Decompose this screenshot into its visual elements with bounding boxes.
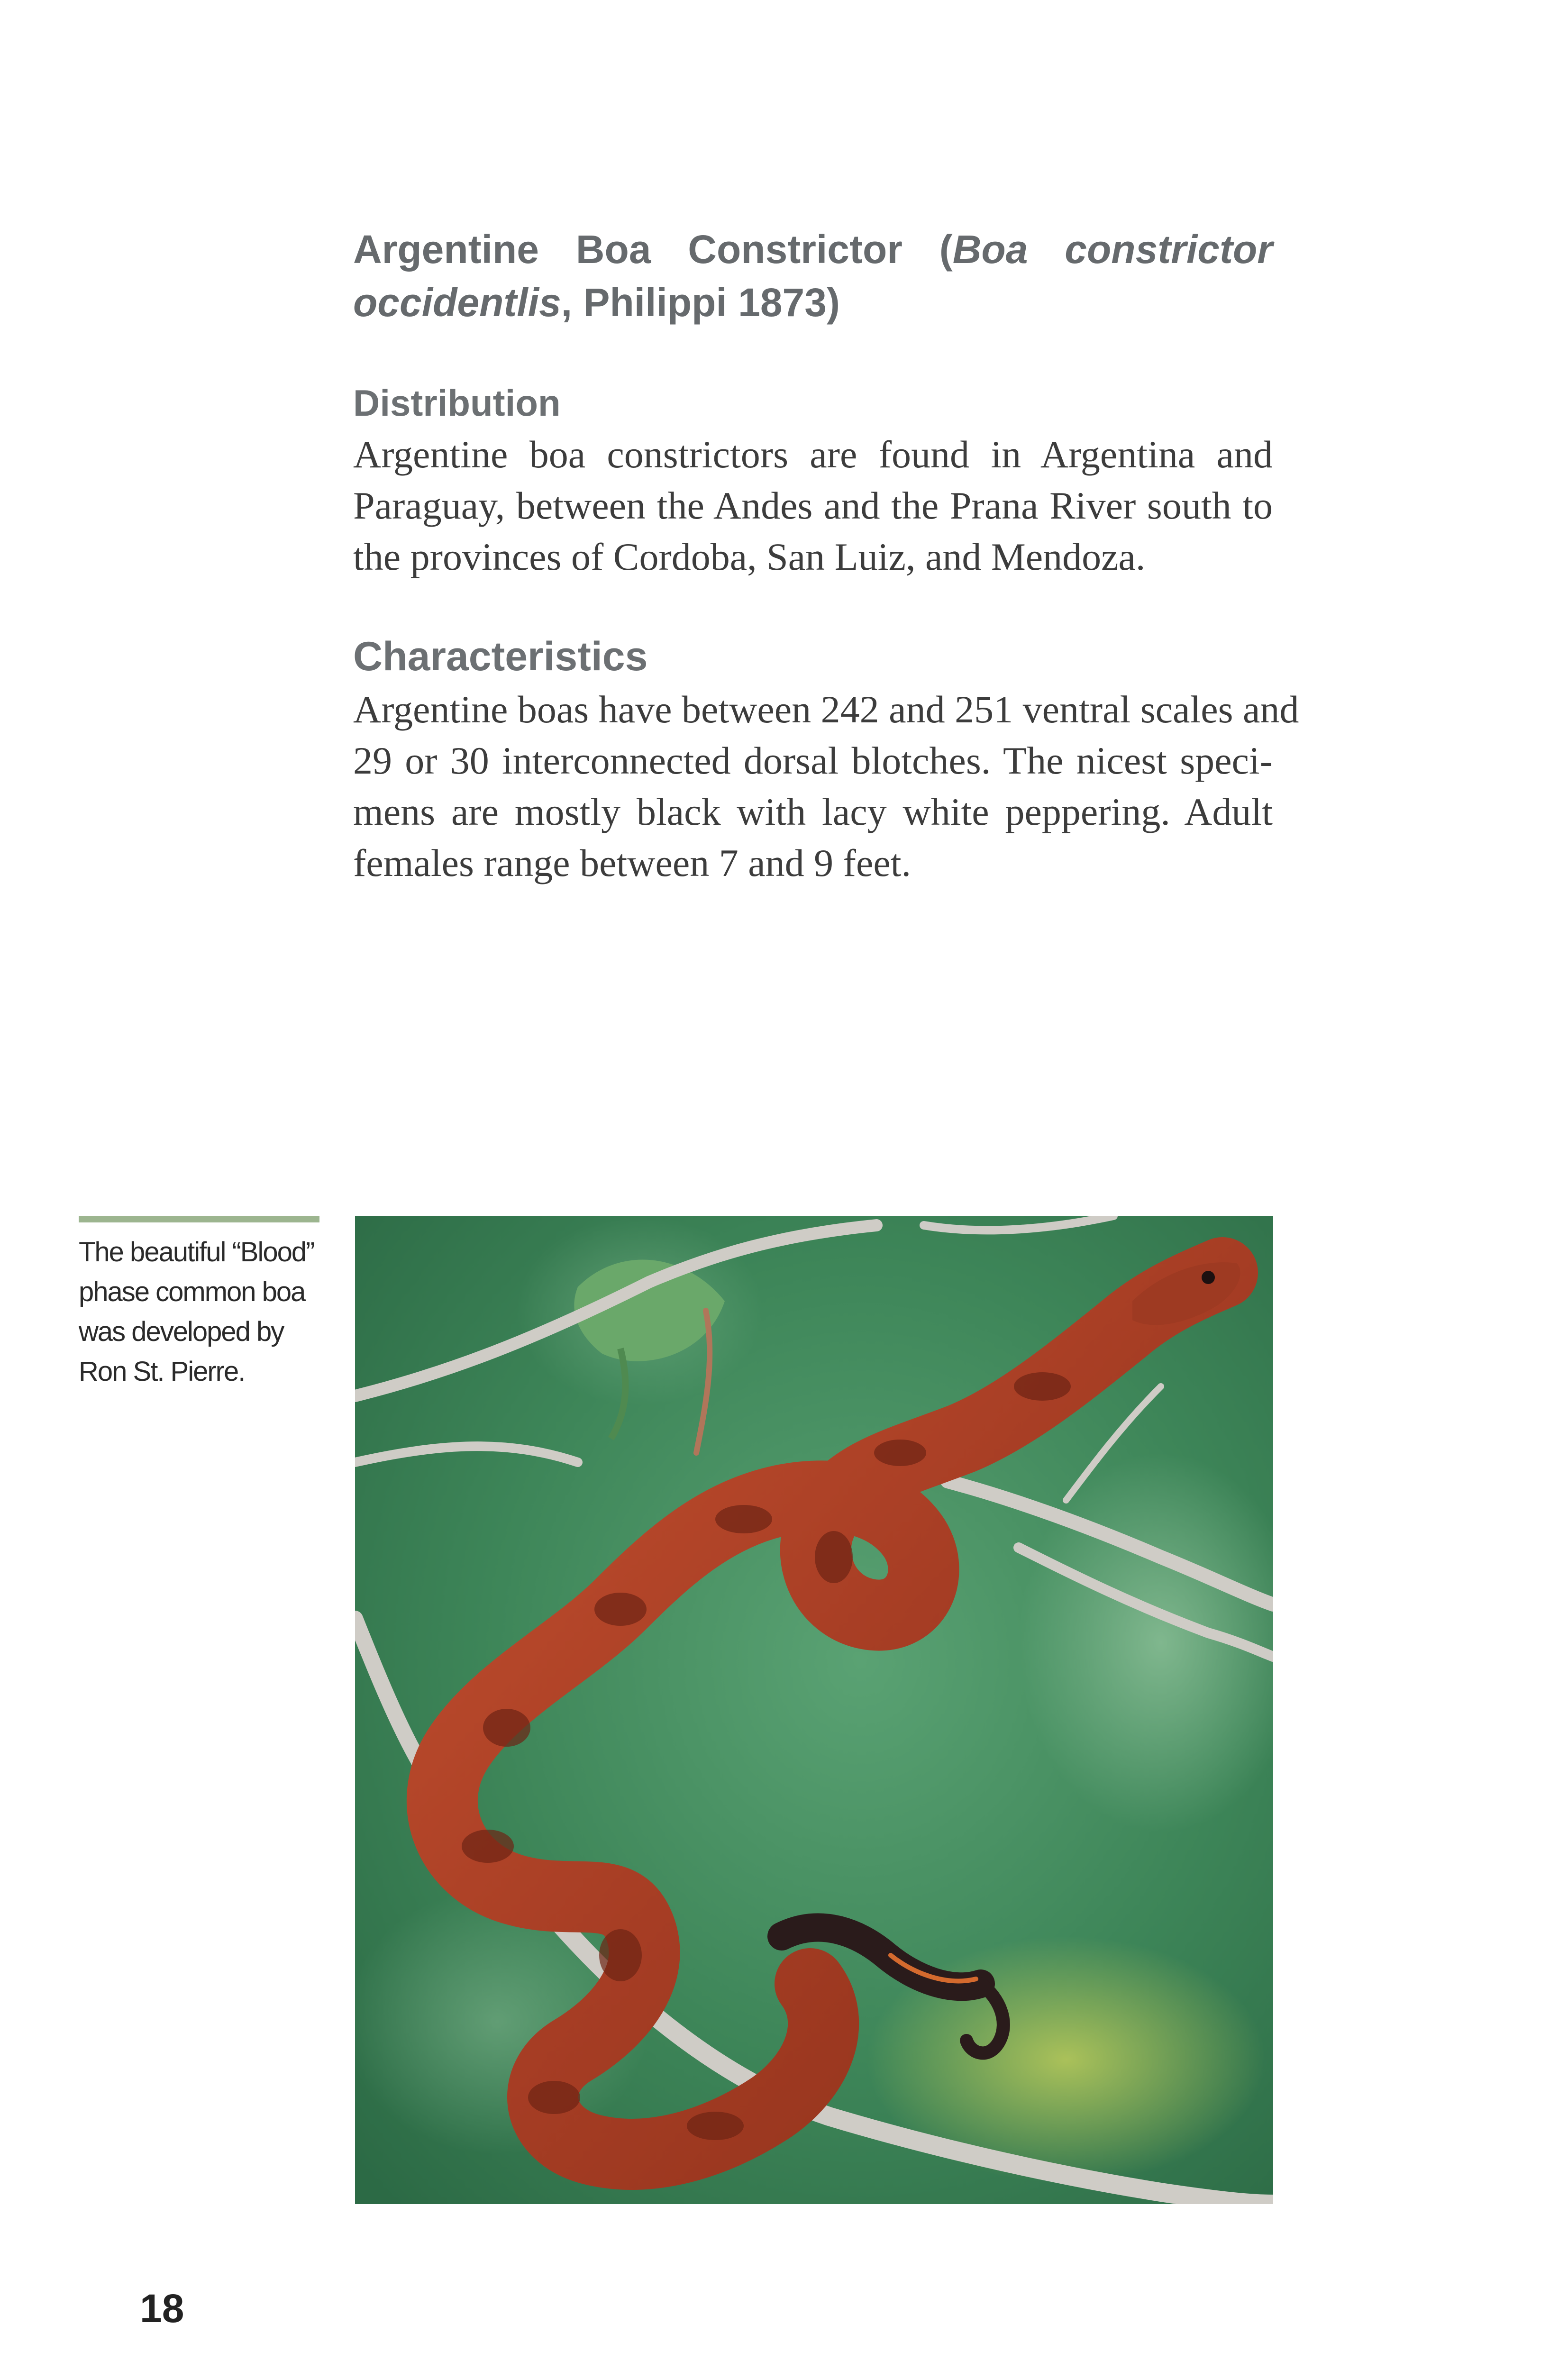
page-number: 18 <box>140 2286 184 2331</box>
paragraph-line: females range between 7 and 9 feet. <box>353 841 912 884</box>
distribution-paragraph <box>353 429 1273 583</box>
snake-illustration <box>355 1216 1273 2204</box>
paragraph-line: Argentine boas have between 242 and 251 ventral scales and <box>353 688 1299 731</box>
caption-line: Ron St. Pierre. <box>79 1356 245 1387</box>
title-word: Boa <box>575 227 651 272</box>
paragraph-line: mens are mostly black with lacy white peppering. Adult <box>353 790 1273 833</box>
paragraph-line: Argentine boa constrictors are found in Argentina and <box>353 433 1273 476</box>
caption-line: phase common boa <box>79 1276 305 1307</box>
distribution-heading: Distribution <box>353 382 561 424</box>
title-italic-subspecies: occidentlis <box>353 280 561 325</box>
title-line-2 <box>353 276 1273 329</box>
photo-caption <box>79 1232 325 1392</box>
title-italic-species: constrictor <box>1065 227 1273 272</box>
characteristics-heading: Characteristics <box>353 634 648 679</box>
characteristics-paragraph <box>353 684 1299 889</box>
caption-rule <box>79 1216 319 1222</box>
title-open-paren: ( <box>939 227 953 272</box>
caption-line: was developed by <box>79 1316 284 1347</box>
title-word: Argentine <box>353 227 539 272</box>
caption-line: The beautiful “Blood” <box>79 1237 314 1267</box>
snake-photo <box>355 1216 1273 2204</box>
paragraph-line: Paraguay, between the Andes and the Prana River south to <box>353 484 1273 527</box>
title-word: Constrictor <box>688 227 903 272</box>
title-italic-genus: Boa <box>952 227 1028 272</box>
title-line-1 <box>353 223 1273 276</box>
title-authority: , Philippi 1873) <box>561 280 840 325</box>
paragraph-line: the provinces of Cordoba, San Luiz, and Mendoza. <box>353 535 1146 578</box>
title-scientific-genus <box>939 223 1028 276</box>
paragraph-line: 29 or 30 interconnected dorsal blotches. The nicest speci- <box>353 739 1273 782</box>
species-title <box>353 223 1273 329</box>
